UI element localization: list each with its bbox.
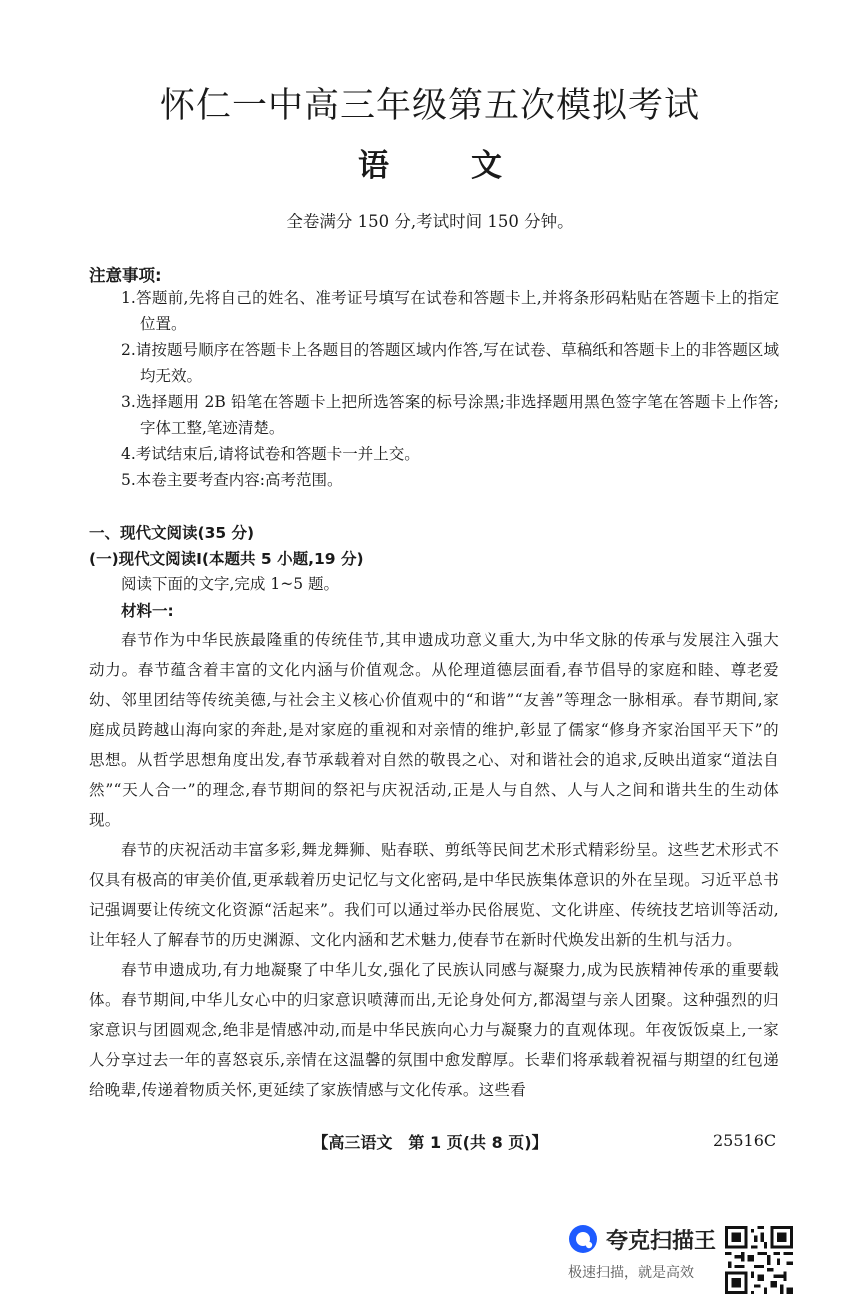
watermark-app-name: 夸克扫描王 [606,1229,717,1254]
note-item: 1.答题前,先将自己的姓名、准考证号填写在试卷和答题卡上,并将条形码粘贴在答题卡上的指定位置。 [121,289,779,333]
note-item: 3.选择题用 2B 铅笔在答题卡上把所选答案的标号涂黑;非选择题用黑色签字笔在答题卡上作答;字体工整,笔迹清楚。 [121,393,779,437]
quark-logo-icon [568,1224,598,1254]
qr-code-icon [725,1226,793,1294]
page-footer: 【高三语文 第 1 页(共 8 页)】 [312,1133,548,1152]
paper-code: 25516C [713,1131,777,1150]
section-heading: 一、现代文阅读(35 分) [89,524,255,542]
note-item: 4.考试结束后,请将试卷和答题卡一并上交。 [121,445,420,463]
subsection-heading: (一)现代文阅读Ⅰ(本题共 5 小题,19 分) [89,550,364,568]
passage-paragraph: 春节作为中华民族最隆重的传统佳节,其申遗成功意义重大,为中华文脉的传承与发展注入强大动力。春节蕴含着丰富的文化内涵与价值观念。从伦理道德层面看,春节倡导的家庭和睦、尊老爱幼、邻里团结等传统美德,与社会主义核心价值观中的“和谐”“友善”等理念一脉相承。春节期间,家庭成员跨越山海向家的奔赴,是对家庭的重视和对亲情的维护,彰显了儒家“修身齐家治国平天下”的思想。从哲学思想角度出发,春节承载着对自然的敬畏之心、对和谐社会的追求,反映出道家“道法自然”“天人合一”的理念,春节期间的祭祀与庆祝活动,正是人与自然、人与人之间和谐共生的生动体现。 [89,631,779,829]
score-info: 全卷满分 150 分,考试时间 150 分钟。 [286,212,574,231]
passage-paragraph: 春节的庆祝活动丰富多彩,舞龙舞狮、贴春联、剪纸等民间艺术形式精彩纷呈。这些艺术形式不仅具有极高的审美价值,更承载着历史记忆与文化密码,是中华民族集体意识的外在呈现。习近平总书记强调要让传统文化资源“活起来”。我们可以通过举办民俗展览、文化讲座、传统技艺培训等活动,让年轻人了解春节的历史渊源、文化内涵和艺术魅力,使春节在新时代焕发出新的生机与活力。 [89,841,779,949]
watermark-slogan: 极速扫描，就是高效 [568,1265,694,1281]
note-item: 2.请按题号顺序在答题卡上各题目的答题区域内作答,写在试卷、草稿纸和答题卡上的非答题区域均无效。 [121,341,779,385]
notes-heading: 注意事项: [89,266,162,285]
note-item: 5.本卷主要考查内容:高考范围。 [121,471,343,489]
subject-char-2: 文 [471,148,502,184]
instruction-text: 阅读下面的文字,完成 1~5 题。 [121,575,339,593]
exam-title: 怀仁一中高三年级第五次模拟考试 [159,86,700,126]
subject-char-1: 语 [358,148,389,184]
notes-list [89,285,779,493]
passage-paragraph: 春节申遗成功,有力地凝聚了中华儿女,强化了民族认同感与凝聚力,成为民族精神传承的重要载体。春节期间,中华儿女心中的归家意识喷薄而出,无论身处何方,都渴望与亲人团聚。这种强烈的归家意识与团圆观念,绝非是情感冲动,而是中华民族向心力与凝聚力的直观体现。年夜饭饭桌上,一家人分享过去一年的喜怒哀乐,亲情在这温馨的氛围中愈发醇厚。长辈们将承载着祝福与期望的红包递给晚辈,传递着物质关怀,更延续了家族情感与文化传承。这些看 [89,961,779,1099]
reading-body [89,571,779,1105]
material-label: 材料一: [121,602,174,620]
subject-title [0,140,860,185]
